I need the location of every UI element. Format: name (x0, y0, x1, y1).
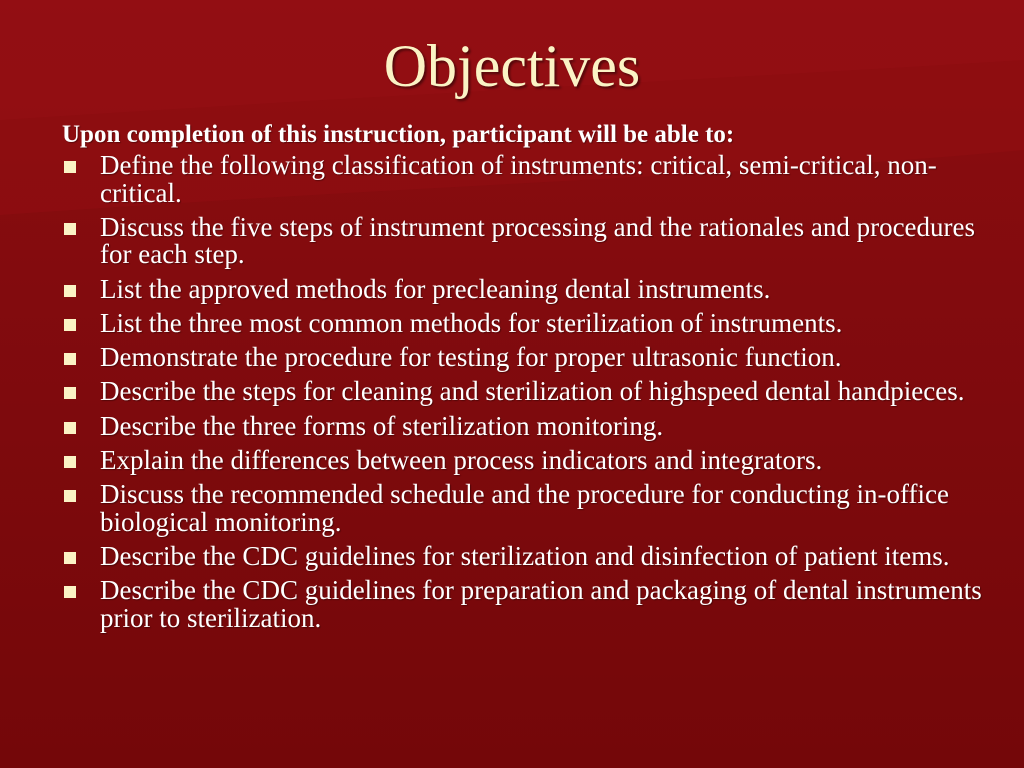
square-bullet-icon (64, 490, 76, 502)
objective-text: Demonstrate the procedure for testing for proper ultrasonic function. (100, 342, 842, 373)
slide-title: Objectives (383, 33, 641, 99)
objective-item (62, 344, 982, 372)
objective-item (62, 211, 982, 270)
objective-item (62, 543, 982, 571)
objective-item (62, 378, 982, 406)
objective-text: Discuss the five steps of instrument processing and the rationales and procedures for each step. (100, 211, 976, 270)
objective-item (62, 447, 982, 475)
square-bullet-icon (64, 161, 76, 173)
objective-item (62, 152, 982, 207)
objective-text: Describe the CDC guidelines for preparation and packaging of dental instruments prior to sterilization. (100, 575, 982, 633)
objective-text: Define the following classification of instruments: critical, semi-critical, non-critical. (100, 150, 937, 208)
objective-item (62, 410, 982, 441)
square-bullet-icon (64, 285, 76, 297)
objective-item (62, 481, 982, 536)
objective-text: Describe the steps for cleaning and sterilization of highspeed dental handpieces. (100, 376, 965, 407)
square-bullet-icon (64, 422, 76, 434)
objective-text: Describe the three forms of sterilization monitoring. (100, 410, 664, 441)
objectives-list (62, 152, 982, 639)
square-bullet-icon (64, 319, 76, 331)
objective-text: List the three most common methods for sterilization of instruments. (100, 307, 843, 338)
square-bullet-icon (64, 586, 76, 598)
intro-text: Upon completion of this instruction, participant will be able to: (62, 121, 735, 148)
objective-item (62, 307, 982, 338)
square-bullet-icon (64, 223, 76, 235)
objective-text: Describe the CDC guidelines for sterilization and disinfection of patient items. (100, 541, 950, 572)
objective-text: Explain the differences between process indicators and integrators. (100, 445, 823, 476)
objective-text: Discuss the recommended schedule and the procedure for conducting in-office biological monitoring. (100, 479, 949, 537)
objective-item (62, 273, 982, 304)
square-bullet-icon (64, 552, 76, 564)
objective-item (62, 577, 982, 632)
square-bullet-icon (64, 387, 76, 399)
square-bullet-icon (64, 456, 76, 468)
objective-text: List the approved methods for precleaning dental instruments. (100, 273, 771, 304)
square-bullet-icon (64, 353, 76, 365)
